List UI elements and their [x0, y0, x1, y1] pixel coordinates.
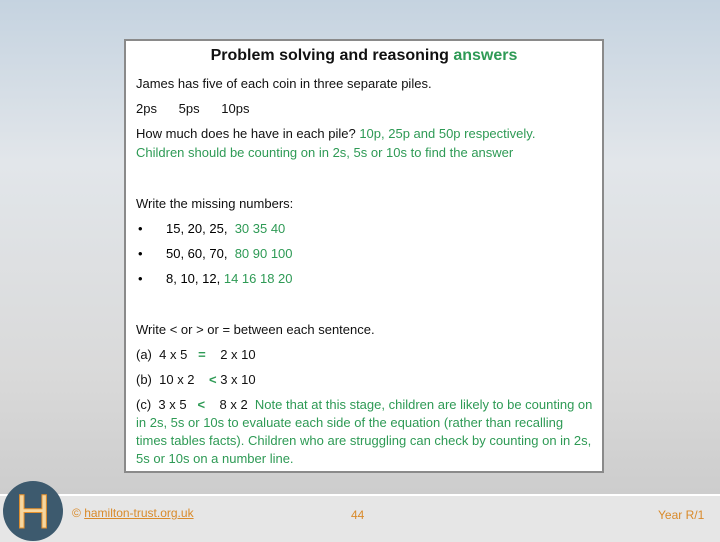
label: (b): [136, 372, 152, 387]
comparison-row: [136, 347, 256, 362]
title-accent: answers: [453, 47, 518, 64]
right: 3 x 10: [220, 372, 256, 387]
hamilton-logo-icon: [3, 481, 63, 541]
list-item: • 8, 10, 12, 14 16 18 20: [138, 271, 293, 286]
list-item: • 15, 20, 25, 30 35 40: [138, 221, 286, 236]
answer-card: [124, 39, 604, 473]
teacher-note: Note that at this stage, children are likely to be counting on in 2s, 5s or 10s to evaluate each side of the equation (rather than recalling times tables facts). Children who are struggling can check by counting on in 2s, 5s or 10s on a number line.: [136, 397, 593, 466]
website-link[interactable]: hamilton-trust.org.uk: [84, 506, 194, 520]
logo-letter: H: [15, 486, 51, 539]
left: 3 x 5: [158, 397, 187, 412]
left: 10 x 2: [159, 372, 195, 387]
answer: 30 35 40: [234, 221, 286, 236]
label: (c): [136, 397, 152, 412]
sign: <: [209, 372, 217, 387]
q1-answer-explanation: Children should be counting on in 2s, 5s or 10s to find the answer: [136, 145, 514, 160]
q2-intro: Write the missing numbers:: [136, 196, 294, 211]
q3-intro: Write < or > or = between each sentence.: [136, 322, 375, 337]
answer: 14 16 18 20: [223, 271, 293, 286]
coin: 10ps: [221, 101, 250, 116]
sign: =: [198, 347, 206, 362]
left: 4 x 5: [159, 347, 188, 362]
coin: 5ps: [178, 101, 200, 116]
title-main: Problem solving and reasoning: [210, 47, 449, 64]
page-number: 44: [351, 508, 365, 522]
copyright-symbol: ©: [72, 506, 81, 520]
coin-list: [136, 101, 249, 116]
q1-intro: James has five of each coin in three separate piles.: [136, 76, 432, 91]
comparison-row: [136, 372, 256, 387]
comparison-row-c: [136, 396, 596, 468]
answer-text: 10p, 25p and 50p respectively.: [359, 126, 536, 141]
copyright: [72, 506, 194, 520]
given: 50, 60, 70,: [166, 246, 228, 261]
label: (a): [136, 347, 152, 362]
answer: 80 90 100: [234, 246, 293, 261]
coin: 2ps: [136, 101, 157, 116]
page-title: [126, 47, 602, 65]
q1-question: [136, 126, 535, 141]
given: 15, 20, 25,: [166, 221, 228, 236]
sign: <: [197, 397, 206, 412]
right: 2 x 10: [220, 347, 256, 362]
given: 8, 10, 12,: [166, 271, 221, 286]
right: 8 x 2: [219, 397, 248, 412]
question-text: How much does he have in each pile?: [136, 126, 356, 141]
list-item: • 50, 60, 70, 80 90 100: [138, 246, 293, 261]
year-group: Year R/1: [658, 508, 705, 522]
